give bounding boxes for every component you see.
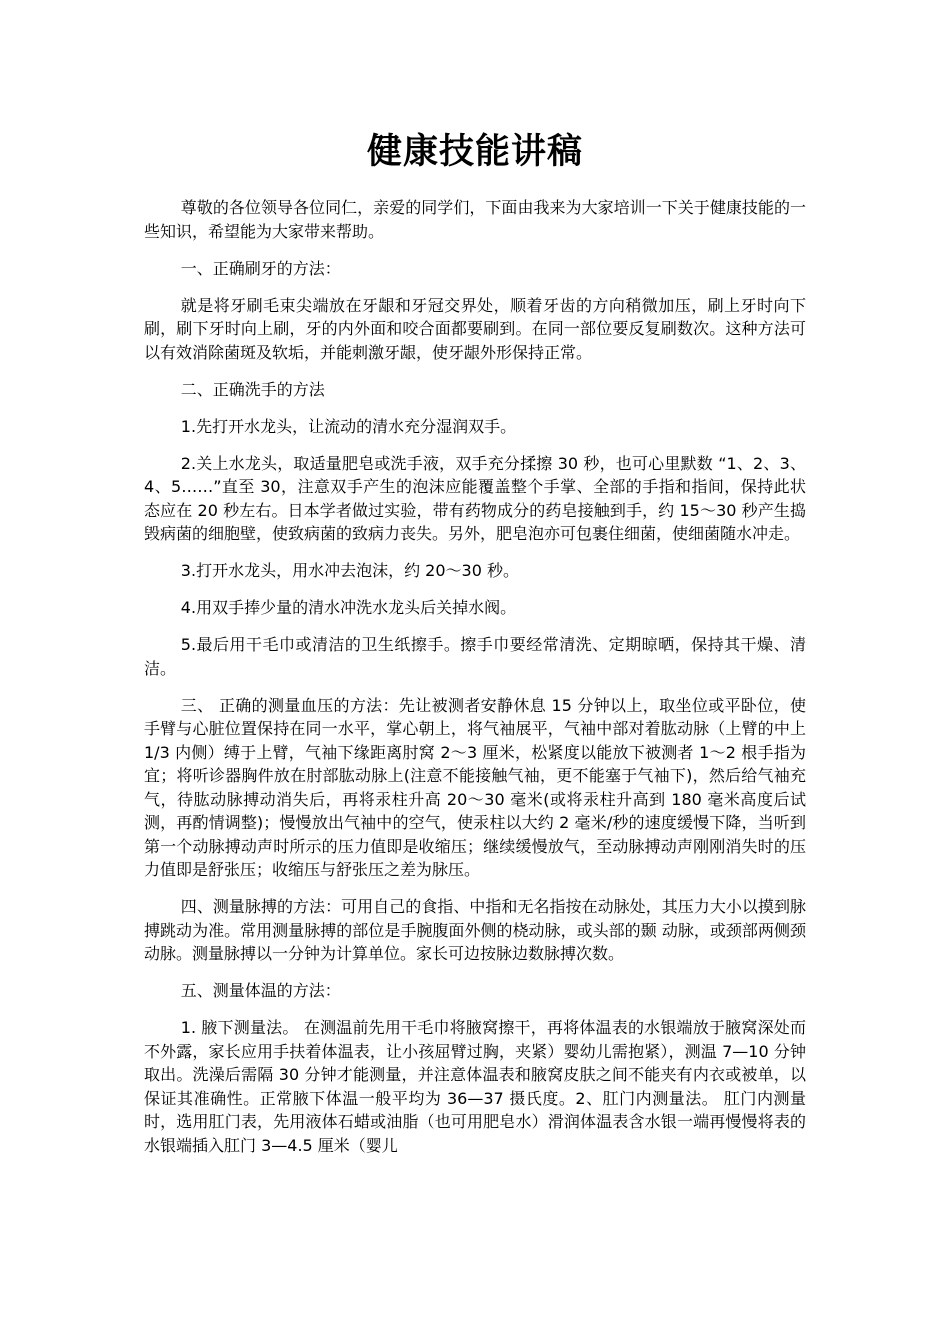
handwashing-step-5: 5.最后用干毛巾或清洁的卫生纸擦手。擦手巾要经常清洗、定期晾晒，保持其干燥、清洁。 (144, 635, 806, 678)
pulse-paragraph: 四、测量脉搏的方法：可用自己的食指、中指和无名指按在动脉处，其压力大小以摸到脉搏跳动为准。常用测量脉搏的部位是手腕腹面外侧的桡动脉，或头部的颞 动脉，或颈部两侧颈动脉。测量脉搏以一分钟为计算单位。家长可边按脉边数脉搏次数。 (144, 897, 806, 963)
intro-paragraph: 尊敬的各位领导各位同仁，亲爱的同学们，下面由我来为大家培训一下关于健康技能的一些知识，希望能为大家带来帮助。 (144, 198, 806, 241)
brushing-paragraph: 就是将牙刷毛束尖端放在牙龈和牙冠交界处，顺着牙齿的方向稍微加压，刷上牙时向下刷，刷下牙时向上刷，牙的内外面和咬合面都要刷到。在同一部位要反复刷数次。这种方法可以有效消除菌斑及软垢，并能刺激牙龈，使牙龈外形保持正常。 (144, 295, 806, 362)
document-title: 健康技能讲稿 (366, 132, 583, 172)
handwashing-step-4: 4.用双手捧少量的清水冲洗水龙头后关掉水阀。 (180, 598, 517, 617)
temperature-paragraph: 1. 腋下测量法。 在测温前先用干毛巾将腋窝擦干，再将体温表的水银端放于腋窝深处而不外露，家长应用手扶着体温表，让小孩屈臂过胸，夹紧）婴幼儿需抱紧），测温 7—10 分钟取出。洗澡后需隔 30 分钟才能测量，并注意体温表和腋窝皮肤之间不能夹有内衣或被单，以保证其准确性。正常腋下体温一般平均为 36—37 摄氏度。2、肛门内测量法。 肛门内测量时，选用肛门表，先用液体石蜡或油脂（也可用肥皂水）滑润体温表含水银一端再慢慢将表的水银端插入肛门 3—4.5 厘米（婴儿 (144, 1018, 806, 1155)
section-heading-brushing: 一、正确刷牙的方法： (180, 258, 341, 278)
document-body (144, 128, 806, 1171)
section-heading-temperature: 五、测量体温的方法： (180, 981, 341, 1000)
handwashing-step-2: 2.关上水龙头，取适量肥皂或洗手液，双手充分揉擦 30 秒，也可心里默数 “1、2、3、4、5……”直至 30，注意双手产生的泡沫应能覆盖整个手掌、全部的手指和指间，保持此状态应在 20 秒左右。日本学者做过实验，带有药物成分的药皂接触到手，约 15～30 秒产生捣毁病菌的细胞壁，使致病菌的致病力丧失。另外，肥皂泡亦可包裹住细菌，使细菌随水冲走。 (144, 453, 806, 543)
section-heading-handwashing: 二、正确洗手的方法 (180, 379, 325, 399)
blood-pressure-paragraph: 三、 正确的测量血压的方法：先让被测者安静休息 15 分钟以上，取坐位或平卧位，使手臂与心脏位置保持在同一水平，掌心朝上，将气袖展平，气袖中部对着肱动脉（上臂的中上 1/3 内侧）缚于上臂，气袖下缘距离肘窝 2～3 厘米，松紧度以能放下被测者 1～2 根手指为宜；将听诊器胸件放在肘部肱动脉上(注意不能接触气袖，更不能塞于气袖下)，然后给气袖充气，待肱动脉搏动消失后，再将汞柱升高 20～30 毫米(或将汞柱升高到 180 毫米高度后试测，再酌情调整)；慢慢放出气袖中的空气，使汞柱以大约 2 毫米/秒的速度缓慢下降，当听到第一个动脉搏动声时所示的压力值即是收缩压；继续缓慢放气，至动脉搏动声刚刚消失时的压力值即是舒张压；收缩压与舒张压之差为脉压。 (144, 695, 806, 879)
handwashing-step-1: 1.先打开水龙头，让流动的清水充分湿润双手。 (180, 416, 517, 436)
handwashing-step-3: 3.打开水龙头，用水冲去泡沫，约 20～30 秒。 (180, 561, 519, 580)
